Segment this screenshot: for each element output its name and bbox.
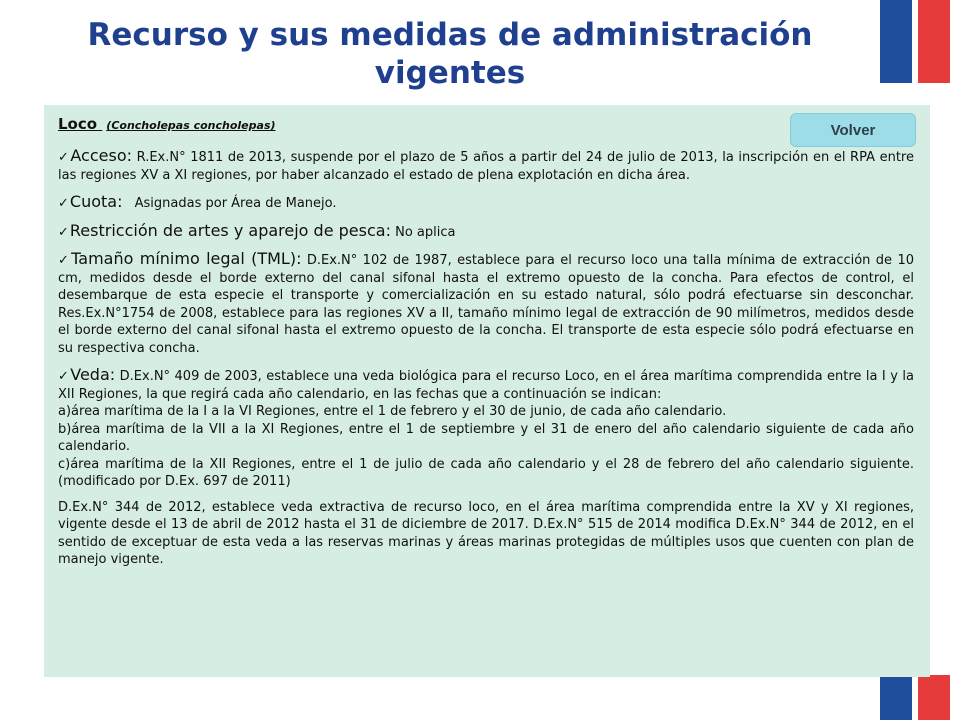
- item-text: R.Ex.N° 1811 de 2013, suspende por el plazo de 5 años a partir del 24 de julio de 2013, la inscripción en el RPA entre las regiones XV a XI regiones, por haber alcanzado el estado de plena explotación en dicha área.: [58, 150, 914, 183]
- checkmark-icon: ✓: [58, 369, 70, 384]
- item-lead: Tamaño mínimo legal (TML):: [71, 249, 302, 268]
- item-lead: Veda:: [70, 365, 116, 384]
- item-text: D.Ex.N° 409 de 2003, establece una veda biológica para el recurso Loco, en el área marítima comprendida entre la I y la XII Regiones, la que regirá cada año calendario, en las fechas que a continuación se indican:: [58, 369, 914, 402]
- volver-button[interactable]: Volver: [790, 113, 916, 147]
- item-lead: Cuota:: [69, 192, 123, 211]
- item-text: No aplica: [395, 224, 456, 240]
- list-item-acceso: [58, 147, 914, 184]
- checkmark-icon: ✓: [58, 224, 69, 240]
- species-scientific-name: (Concholepas concholepas): [106, 119, 276, 132]
- item-lead: Restricción de artes y aparejo de pesca:: [69, 220, 391, 240]
- item-text: D.Ex.N° 102 de 1987, establece para el recurso loco una talla mínima de extracción de 10 cm, medidos desde el borde externo del canal sifonal hasta el extremo opuesto de la concha. Para efectos de control, el desembarque de esta especie el transporte y comercialización en su estado natural, sólo podrá efectuarse sin desconchar. Res.Ex.N°1754 de 2008, establece para las regiones XV a II, tamaño mínimo legal de extracción de 90 milímetros, medidos desde el borde externo del canal sifonal hasta el extremo opuesto de la concha. El transporte de esta especie sólo podrá efectuarse en su respectiva concha.: [58, 253, 914, 356]
- additional-note: D.Ex.N° 344 de 2012, establece veda extractiva de recurso loco, en el área marítima comprendida entre la XV y XI regiones, vigente desde el 13 de abril de 2012 hasta el 31 de diciembre de 2017. D.Ex.N° 515 de 2014 modifica D.Ex.N° 344 de 2012, en el sentido de exceptuar de esta veda a las reservas marinas y áreas marinas protegidas de múltiples usos que cuenten con plan de manejo vigente.: [58, 499, 914, 567]
- checkmark-icon: ✓: [58, 253, 71, 268]
- veda-subitem-a: a)área marítima de la I a la VI Regiones, entre el 1 de febrero y el 30 de junio, de cada año calendario.: [58, 404, 727, 419]
- list-item-tml: [58, 250, 914, 357]
- checkmark-icon: ✓: [58, 150, 70, 165]
- list-item-cuota: [58, 193, 914, 213]
- checkmark-icon: ✓: [58, 196, 69, 211]
- item-text: Asignadas por Área de Manejo.: [134, 196, 337, 211]
- page-title: Recurso y sus medidas de administración vigentes: [87, 17, 813, 91]
- item-lead: Acceso:: [70, 146, 132, 165]
- content-panel: [44, 105, 930, 677]
- list-item-veda: [58, 366, 914, 403]
- veda-subitem-b: b)área marítima de la VII a la XI Regiones, entre el 1 de septiembre y el 31 de enero del año calendario siguiente de cada año calendario.: [58, 421, 914, 454]
- flag-decoration-bottom: [880, 675, 950, 720]
- flag-decoration-top: [880, 0, 950, 83]
- veda-subitem-c: c)área marítima de la XII Regiones, entre el 1 de julio de cada año calendario y el 28 de febrero del año calendario siguiente.(modificado por D.Ex. 697 de 2011): [58, 456, 914, 489]
- list-item-restriccion: [58, 222, 914, 242]
- species-heading: [58, 115, 914, 133]
- species-name: Loco: [58, 115, 98, 133]
